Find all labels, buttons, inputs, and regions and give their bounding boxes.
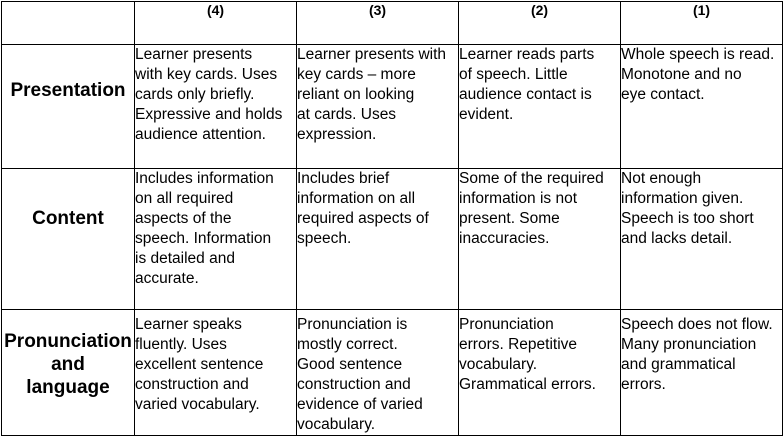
- score-2-header: (2): [459, 2, 621, 45]
- cell-presentation-2: Learner reads parts of speech. Little audience contact is evident.: [459, 45, 621, 169]
- table-row-presentation: [2, 45, 783, 169]
- criterion-line-2: and: [51, 354, 85, 375]
- score-1-header: (1): [621, 2, 783, 45]
- cell-content-2: Some of the required information is not present. Some inaccuracies.: [459, 169, 621, 310]
- criterion-presentation: Presentation: [2, 45, 135, 169]
- criterion-line-1: Pronunciation: [4, 331, 132, 352]
- corner-cell: [2, 2, 135, 45]
- score-4-header: (4): [135, 2, 297, 45]
- score-3-header: (3): [297, 2, 459, 45]
- header-row: [2, 2, 783, 45]
- cell-content-3: Includes brief information on all required aspects of speech.: [297, 169, 459, 310]
- table-row-content: [2, 169, 783, 310]
- cell-content-1: Not enough information given. Speech is too short and lacks detail.: [621, 169, 783, 310]
- cell-content-4: Includes information on all required aspects of the speech. Information is detailed and accurate.: [135, 169, 297, 310]
- cell-pronunciation-3: Pronunciation is mostly correct. Good sentence construction and evidence of varied vocabulary.: [297, 310, 459, 436]
- criterion-content: Content: [2, 169, 135, 310]
- cell-presentation-1: Whole speech is read. Monotone and no eye contact.: [621, 45, 783, 169]
- criterion-line-3: language: [26, 377, 110, 398]
- cell-pronunciation-2: Pronunciation errors. Repetitive vocabulary. Grammatical errors.: [459, 310, 621, 436]
- cell-pronunciation-1: Speech does not flow. Many pronunciation and grammatical errors.: [621, 310, 783, 436]
- cell-pronunciation-4: Learner speaks fluently. Uses excellent sentence construction and varied vocabulary.: [135, 310, 297, 436]
- table-row-pronunciation: [2, 310, 783, 436]
- cell-presentation-3: Learner presents with key cards – more reliant on looking at cards. Uses expression.: [297, 45, 459, 169]
- rubric-table: [1, 1, 783, 436]
- cell-presentation-4: Learner presents with key cards. Uses cards only briefly. Expressive and holds audience attention.: [135, 45, 297, 169]
- criterion-pronunciation-language: [2, 310, 135, 436]
